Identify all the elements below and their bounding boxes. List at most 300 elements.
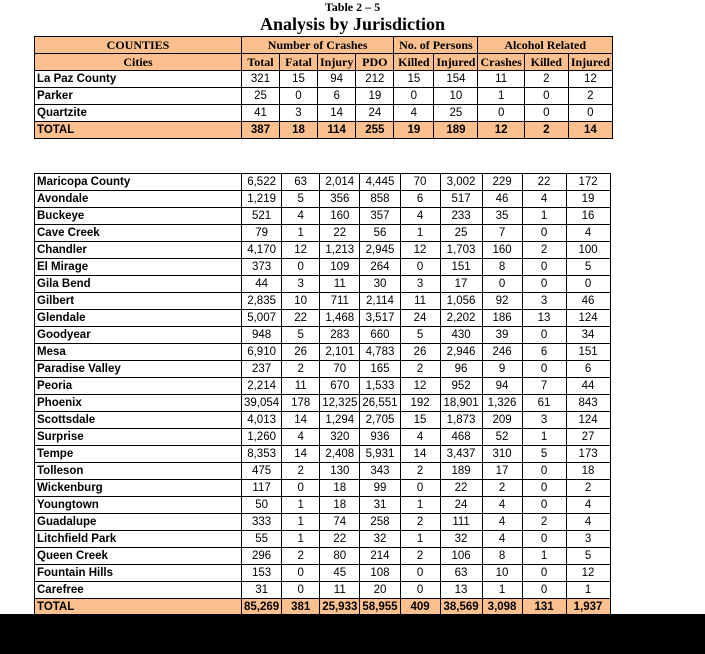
col-header: Injured xyxy=(568,54,612,71)
table-cell: 4 xyxy=(566,225,610,242)
table-cell: 114 xyxy=(318,122,356,139)
table-cell: 20 xyxy=(360,582,400,599)
jurisdiction-name: Chandler xyxy=(35,242,242,259)
table-cell: 521 xyxy=(242,208,282,225)
table-cell: 4,013 xyxy=(242,412,282,429)
table-row xyxy=(35,88,613,105)
jurisdiction-name: Peoria xyxy=(35,378,242,395)
table-row xyxy=(35,225,611,242)
table-cell: 7 xyxy=(522,378,566,395)
jurisdiction-name: Wickenburg xyxy=(35,480,242,497)
table-cell: 660 xyxy=(360,327,400,344)
table-cell: 39,054 xyxy=(242,395,282,412)
table-cell: 14 xyxy=(318,105,356,122)
table-cell: 4 xyxy=(400,208,440,225)
table-cell: 79 xyxy=(242,225,282,242)
table-cell: 85,269 xyxy=(242,599,282,616)
persons-group-header: No. of Persons xyxy=(394,37,478,54)
table-cell: 2 xyxy=(524,122,568,139)
table-cell: 310 xyxy=(482,446,522,463)
table-cell: 22 xyxy=(320,225,360,242)
table-cell: 475 xyxy=(242,463,282,480)
la-paz-table xyxy=(34,36,613,139)
table-cell: 154 xyxy=(434,71,478,88)
table-cell: 2 xyxy=(400,514,440,531)
table-cell: 468 xyxy=(440,429,482,446)
table-row xyxy=(35,463,611,480)
table-cell: 46 xyxy=(482,191,522,208)
table-cell: 1 xyxy=(482,582,522,599)
table-cell: 22 xyxy=(320,531,360,548)
table-cell: 3,098 xyxy=(482,599,522,616)
table-cell: 0 xyxy=(522,361,566,378)
jurisdiction-name: Queen Creek xyxy=(35,548,242,565)
table-cell: 8 xyxy=(482,548,522,565)
table-cell: 1 xyxy=(522,429,566,446)
table-title: Analysis by Jurisdiction xyxy=(259,14,446,34)
table-cell: 0 xyxy=(400,480,440,497)
table-row xyxy=(35,71,613,88)
table-cell: 74 xyxy=(320,514,360,531)
table-cell: 517 xyxy=(440,191,482,208)
table-cell: 52 xyxy=(482,429,522,446)
table-cell: 15 xyxy=(394,71,434,88)
table-cell: 58,955 xyxy=(360,599,400,616)
table-row xyxy=(35,276,611,293)
table-row xyxy=(35,293,611,310)
table-cell: 111 xyxy=(440,514,482,531)
table-cell: 0 xyxy=(522,259,566,276)
table-cell: 0 xyxy=(522,582,566,599)
table-cell: 381 xyxy=(282,599,320,616)
table-cell: 1,533 xyxy=(360,378,400,395)
table-cell: 4 xyxy=(282,208,320,225)
table-cell: 35 xyxy=(482,208,522,225)
table-cell: 1 xyxy=(282,514,320,531)
table-cell: 109 xyxy=(320,259,360,276)
table-cell: 0 xyxy=(478,105,524,122)
table-cell: 10 xyxy=(482,565,522,582)
table-cell: 0 xyxy=(282,582,320,599)
table-cell: 25 xyxy=(242,88,280,105)
table-cell: 356 xyxy=(320,191,360,208)
table-cell: 3 xyxy=(282,276,320,293)
table-cell: 2 xyxy=(482,480,522,497)
table-cell: 3,002 xyxy=(440,174,482,191)
table-row xyxy=(35,514,611,531)
table-cell: 160 xyxy=(320,208,360,225)
table-cell: 0 xyxy=(522,463,566,480)
table-cell: 6 xyxy=(566,361,610,378)
table-cell: 18 xyxy=(320,497,360,514)
table-cell: 936 xyxy=(360,429,400,446)
table-cell: 173 xyxy=(566,446,610,463)
jurisdiction-name: La Paz County xyxy=(35,71,242,88)
table-cell: 26,551 xyxy=(360,395,400,412)
table-cell: 1 xyxy=(522,548,566,565)
table-cell: 7 xyxy=(482,225,522,242)
table-cell: 711 xyxy=(320,293,360,310)
table-cell: 4 xyxy=(522,191,566,208)
table-row xyxy=(35,361,611,378)
table-cell: 0 xyxy=(522,565,566,582)
table-cell: 32 xyxy=(360,531,400,548)
table-cell: 11 xyxy=(320,582,360,599)
total-row xyxy=(35,599,611,616)
table-cell: 5 xyxy=(566,548,610,565)
table-cell: 2,114 xyxy=(360,293,400,310)
table-cell: 22 xyxy=(282,310,320,327)
maricopa-table xyxy=(34,173,611,616)
table-cell: 214 xyxy=(360,548,400,565)
table-cell: 2,835 xyxy=(242,293,282,310)
table-cell: 0 xyxy=(282,565,320,582)
table-cell: 1,056 xyxy=(440,293,482,310)
table-cell: 6 xyxy=(522,344,566,361)
table-cell: 39 xyxy=(482,327,522,344)
table-cell: 12 xyxy=(478,122,524,139)
table-cell: 11 xyxy=(478,71,524,88)
jurisdiction-name: TOTAL xyxy=(35,122,242,139)
table-cell: 0 xyxy=(522,225,566,242)
col-header: PDO xyxy=(356,54,394,71)
table-cell: 189 xyxy=(434,122,478,139)
table-cell: 25 xyxy=(440,225,482,242)
table-cell: 12 xyxy=(568,71,612,88)
table-cell: 387 xyxy=(242,122,280,139)
table-cell: 0 xyxy=(400,259,440,276)
table-cell: 670 xyxy=(320,378,360,395)
table-cell: 31 xyxy=(360,497,400,514)
col-header: Injury xyxy=(318,54,356,71)
table-row xyxy=(35,208,611,225)
table-cell: 45 xyxy=(320,565,360,582)
table-cell: 1,873 xyxy=(440,412,482,429)
jurisdiction-name: Surprise xyxy=(35,429,242,446)
table-cell: 0 xyxy=(400,582,440,599)
table-row xyxy=(35,242,611,259)
table-cell: 948 xyxy=(242,327,282,344)
table-row xyxy=(35,344,611,361)
table-cell: 5,007 xyxy=(242,310,282,327)
table-cell: 0 xyxy=(482,276,522,293)
table-cell: 0 xyxy=(522,531,566,548)
table-cell: 80 xyxy=(320,548,360,565)
table-row xyxy=(35,310,611,327)
table-cell: 17 xyxy=(482,463,522,480)
table-cell: 283 xyxy=(320,327,360,344)
table-row xyxy=(35,480,611,497)
table-cell: 843 xyxy=(566,395,610,412)
table-cell: 1,468 xyxy=(320,310,360,327)
table-cell: 258 xyxy=(360,514,400,531)
table-cell: 1,260 xyxy=(242,429,282,446)
table-cell: 4 xyxy=(400,429,440,446)
table-cell: 14 xyxy=(282,446,320,463)
total-row xyxy=(35,122,613,139)
table-cell: 373 xyxy=(242,259,282,276)
table-number: Table 2 – 5 xyxy=(324,0,381,14)
table-cell: 343 xyxy=(360,463,400,480)
table-cell: 192 xyxy=(400,395,440,412)
jurisdiction-name: Avondale xyxy=(35,191,242,208)
table-cell: 131 xyxy=(522,599,566,616)
table-cell: 5 xyxy=(400,327,440,344)
table-cell: 1 xyxy=(522,208,566,225)
table-cell: 5,931 xyxy=(360,446,400,463)
col-header: Injured xyxy=(434,54,478,71)
table-cell: 165 xyxy=(360,361,400,378)
table-cell: 1 xyxy=(282,225,320,242)
jurisdiction-name: Maricopa County xyxy=(35,174,242,191)
table-cell: 10 xyxy=(434,88,478,105)
table-cell: 26 xyxy=(400,344,440,361)
table-cell: 70 xyxy=(320,361,360,378)
table-cell: 4 xyxy=(482,531,522,548)
table-cell: 229 xyxy=(482,174,522,191)
table-cell: 100 xyxy=(566,242,610,259)
table-cell: 11 xyxy=(282,378,320,395)
table-cell: 13 xyxy=(440,582,482,599)
table-cell: 19 xyxy=(566,191,610,208)
table-cell: 1 xyxy=(400,497,440,514)
jurisdiction-name: Fountain Hills xyxy=(35,565,242,582)
table-cell: 34 xyxy=(566,327,610,344)
jurisdiction-name: Glendale xyxy=(35,310,242,327)
table-cell: 4 xyxy=(566,497,610,514)
table-cell: 99 xyxy=(360,480,400,497)
table-cell: 320 xyxy=(320,429,360,446)
table-cell: 2,408 xyxy=(320,446,360,463)
table-cell: 2 xyxy=(524,71,568,88)
table-cell: 25 xyxy=(434,105,478,122)
table-cell: 246 xyxy=(482,344,522,361)
table-row xyxy=(35,531,611,548)
table-cell: 4 xyxy=(566,514,610,531)
table-cell: 106 xyxy=(440,548,482,565)
table-cell: 0 xyxy=(524,88,568,105)
table-cell: 12 xyxy=(400,242,440,259)
table-cell: 0 xyxy=(400,565,440,582)
col-header: Crashes xyxy=(478,54,524,71)
table-cell: 2 xyxy=(400,463,440,480)
table-cell: 1 xyxy=(282,497,320,514)
table-cell: 2 xyxy=(282,361,320,378)
table-cell: 8,353 xyxy=(242,446,282,463)
table-cell: 0 xyxy=(566,276,610,293)
table-cell: 2 xyxy=(522,514,566,531)
table-row xyxy=(35,174,611,191)
table-cell: 15 xyxy=(400,412,440,429)
col-header: Killed xyxy=(524,54,568,71)
table-cell: 124 xyxy=(566,310,610,327)
table-cell: 952 xyxy=(440,378,482,395)
table-cell: 22 xyxy=(522,174,566,191)
jurisdiction-name: Tolleson xyxy=(35,463,242,480)
table-cell: 0 xyxy=(522,327,566,344)
table-cell: 151 xyxy=(440,259,482,276)
table-cell: 0 xyxy=(524,105,568,122)
table-cell: 12 xyxy=(566,565,610,582)
table-cell: 55 xyxy=(242,531,282,548)
table-cell: 32 xyxy=(440,531,482,548)
bottom-black-bar xyxy=(0,614,705,654)
col-header: Killed xyxy=(394,54,434,71)
table-cell: 2,214 xyxy=(242,378,282,395)
table-row xyxy=(35,548,611,565)
table-cell: 12 xyxy=(400,378,440,395)
col-header: Fatal xyxy=(280,54,318,71)
table-cell: 2 xyxy=(400,548,440,565)
table-cell: 1,703 xyxy=(440,242,482,259)
jurisdiction-name: Carefree xyxy=(35,582,242,599)
table-cell: 2,202 xyxy=(440,310,482,327)
table-cell: 4 xyxy=(282,429,320,446)
table-row xyxy=(35,412,611,429)
table-row xyxy=(35,378,611,395)
table-cell: 63 xyxy=(440,565,482,582)
table-cell: 11 xyxy=(320,276,360,293)
table-cell: 3 xyxy=(280,105,318,122)
table-cell: 27 xyxy=(566,429,610,446)
table-row xyxy=(35,446,611,463)
jurisdiction-name: Youngtown xyxy=(35,497,242,514)
table-cell: 209 xyxy=(482,412,522,429)
table-cell: 14 xyxy=(282,412,320,429)
alcohol-group-header: Alcohol Related xyxy=(478,37,612,54)
counties-header: COUNTIES xyxy=(35,37,242,54)
table-cell: 160 xyxy=(482,242,522,259)
table-cell: 430 xyxy=(440,327,482,344)
table-cell: 255 xyxy=(356,122,394,139)
table-cell: 2 xyxy=(522,242,566,259)
table-cell: 2,705 xyxy=(360,412,400,429)
table-cell: 108 xyxy=(360,565,400,582)
table-cell: 4,170 xyxy=(242,242,282,259)
table-cell: 172 xyxy=(566,174,610,191)
table-cell: 130 xyxy=(320,463,360,480)
table-cell: 96 xyxy=(440,361,482,378)
table-cell: 1 xyxy=(400,225,440,242)
table-cell: 237 xyxy=(242,361,282,378)
table-cell: 357 xyxy=(360,208,400,225)
table-cell: 0 xyxy=(282,259,320,276)
jurisdiction-name: Mesa xyxy=(35,344,242,361)
table-cell: 14 xyxy=(400,446,440,463)
table-cell: 4,445 xyxy=(360,174,400,191)
table-cell: 94 xyxy=(482,378,522,395)
table-cell: 4 xyxy=(482,514,522,531)
table-cell: 2 xyxy=(282,548,320,565)
table-cell: 44 xyxy=(242,276,282,293)
jurisdiction-name: TOTAL xyxy=(35,599,242,616)
table-cell: 24 xyxy=(440,497,482,514)
table-cell: 0 xyxy=(282,480,320,497)
table-cell: 2,945 xyxy=(360,242,400,259)
table-cell: 3 xyxy=(400,276,440,293)
table-cell: 94 xyxy=(318,71,356,88)
table-cell: 18,901 xyxy=(440,395,482,412)
table-cell: 0 xyxy=(522,480,566,497)
table-cell: 8 xyxy=(482,259,522,276)
table-cell: 19 xyxy=(394,122,434,139)
jurisdiction-name: El Mirage xyxy=(35,259,242,276)
table-cell: 0 xyxy=(280,88,318,105)
table-cell: 6,910 xyxy=(242,344,282,361)
table-cell: 63 xyxy=(282,174,320,191)
table-cell: 70 xyxy=(400,174,440,191)
table-cell: 2 xyxy=(568,88,612,105)
table-cell: 3,437 xyxy=(440,446,482,463)
table-cell: 61 xyxy=(522,395,566,412)
jurisdiction-name: Guadalupe xyxy=(35,514,242,531)
table-cell: 44 xyxy=(566,378,610,395)
table-cell: 151 xyxy=(566,344,610,361)
table-cell: 16 xyxy=(566,208,610,225)
table-cell: 1,937 xyxy=(566,599,610,616)
table-cell: 4 xyxy=(482,497,522,514)
table-cell: 50 xyxy=(242,497,282,514)
table-cell: 178 xyxy=(282,395,320,412)
table-cell: 9 xyxy=(482,361,522,378)
table-cell: 6 xyxy=(318,88,356,105)
table-cell: 25,933 xyxy=(320,599,360,616)
table-cell: 13 xyxy=(522,310,566,327)
table-cell: 24 xyxy=(400,310,440,327)
table-cell: 10 xyxy=(282,293,320,310)
jurisdiction-name: Gilbert xyxy=(35,293,242,310)
table-cell: 12,325 xyxy=(320,395,360,412)
table-cell: 1 xyxy=(478,88,524,105)
table-cell: 14 xyxy=(568,122,612,139)
table-cell: 2,946 xyxy=(440,344,482,361)
table-row xyxy=(35,497,611,514)
table-cell: 12 xyxy=(282,242,320,259)
table-row xyxy=(35,582,611,599)
crashes-group-header: Number of Crashes xyxy=(242,37,394,54)
table-cell: 321 xyxy=(242,71,280,88)
table-cell: 11 xyxy=(400,293,440,310)
table-row xyxy=(35,259,611,276)
table-cell: 24 xyxy=(356,105,394,122)
table-cell: 18 xyxy=(320,480,360,497)
table-cell: 0 xyxy=(568,105,612,122)
table-cell: 409 xyxy=(400,599,440,616)
jurisdiction-name: Goodyear xyxy=(35,327,242,344)
jurisdiction-name: Litchfield Park xyxy=(35,531,242,548)
jurisdiction-name: Cave Creek xyxy=(35,225,242,242)
col-header: Total xyxy=(242,54,280,71)
table-cell: 2 xyxy=(400,361,440,378)
table-cell: 233 xyxy=(440,208,482,225)
jurisdiction-name: Parker xyxy=(35,88,242,105)
table-cell: 56 xyxy=(360,225,400,242)
jurisdiction-name: Buckeye xyxy=(35,208,242,225)
table-cell: 22 xyxy=(440,480,482,497)
table-row xyxy=(35,327,611,344)
table-cell: 189 xyxy=(440,463,482,480)
table-cell: 1,294 xyxy=(320,412,360,429)
jurisdiction-name: Tempe xyxy=(35,446,242,463)
table-cell: 296 xyxy=(242,548,282,565)
table-cell: 18 xyxy=(566,463,610,480)
table-row xyxy=(35,105,613,122)
table-cell: 3 xyxy=(522,412,566,429)
table-cell: 1,326 xyxy=(482,395,522,412)
table-cell: 30 xyxy=(360,276,400,293)
table-cell: 0 xyxy=(522,276,566,293)
jurisdiction-name: Scottsdale xyxy=(35,412,242,429)
